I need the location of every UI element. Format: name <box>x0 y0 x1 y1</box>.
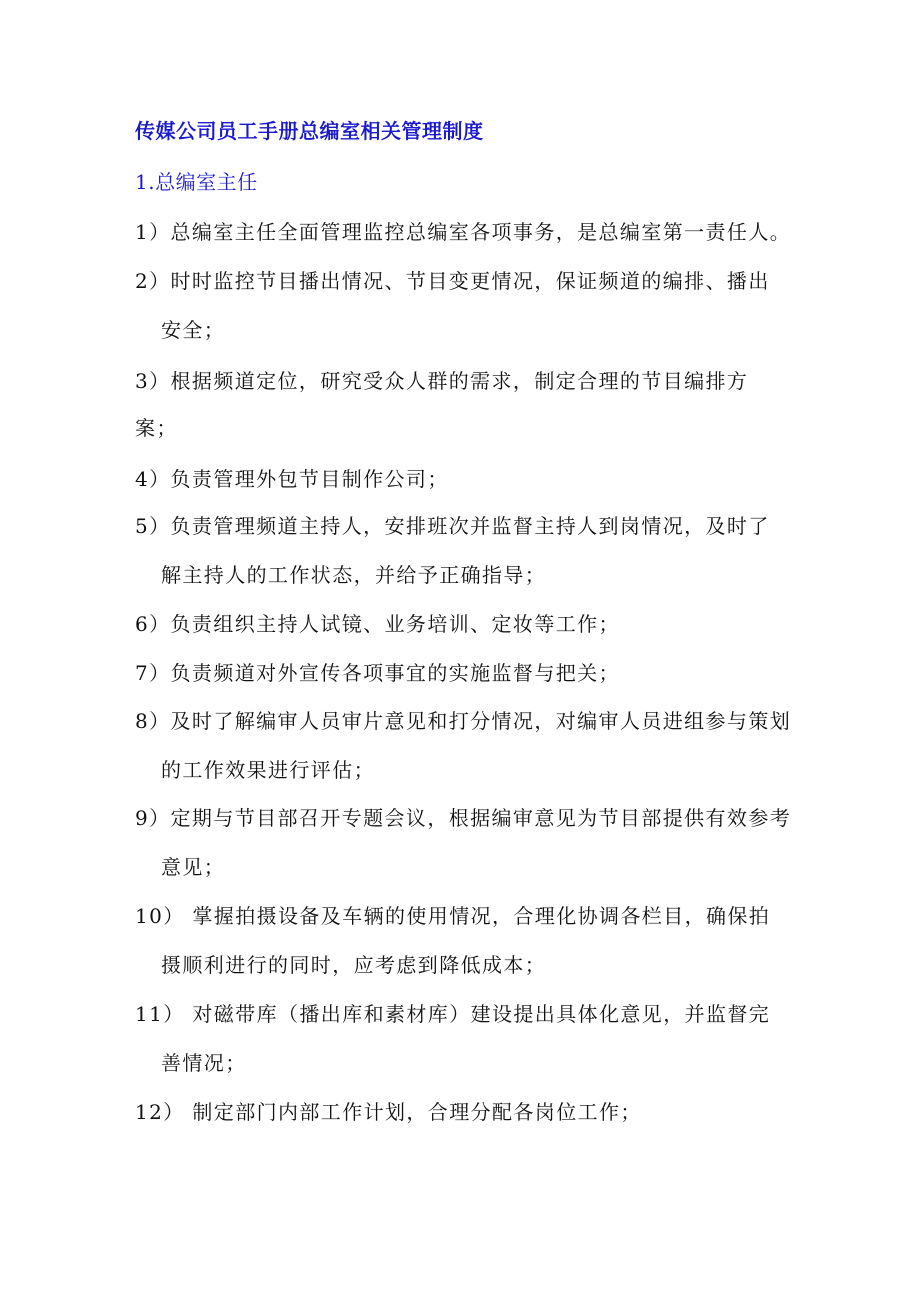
list-item-continuation: 安全； <box>161 318 226 342</box>
document-title: 传媒公司员工手册总编室相关管理制度 <box>135 119 484 143</box>
list-item: 5）负责管理频道主持人，安排班次并监督主持人到岗情况，及时了 <box>135 514 770 538</box>
list-item-continuation: 善情况； <box>161 1051 247 1075</box>
list-item-continuation: 摄顺利进行的同时，应考虑到降低成本； <box>161 953 547 977</box>
list-item: 12） 制定部门内部工作计划，合理分配各岗位工作； <box>135 1100 642 1124</box>
list-item-continuation: 案； <box>135 416 178 440</box>
list-item: 8）及时了解编审人员审片意见和打分情况，对编审人员进组参与策划 <box>135 709 792 733</box>
list-item: 10） 掌握拍摄设备及车辆的使用情况，合理化协调各栏目，确保拍 <box>135 904 771 928</box>
list-item-continuation: 意见； <box>161 855 226 879</box>
list-item: 6）负责组织主持人试镜、业务培训、定妆等工作； <box>135 612 620 636</box>
list-item: 4）负责管理外包节目制作公司； <box>135 467 449 491</box>
list-item: 3）根据频道定位，研究受众人群的需求，制定合理的节目编排方 <box>135 369 749 393</box>
list-item: 7）负责频道对外宣传各项事宜的实施监督与把关； <box>135 661 620 685</box>
list-item: 1）总编室主任全面管理监控总编室各项事务，是总编室第一责任人。 <box>135 220 792 244</box>
list-item-continuation: 的工作效果进行评估； <box>161 758 375 782</box>
list-item-continuation: 解主持人的工作状态，并给予正确指导； <box>161 563 547 587</box>
list-item: 2）时时监控节目播出情况、节目变更情况，保证频道的编排、播出 <box>135 269 770 293</box>
section-heading: 1.总编室主任 <box>135 170 258 194</box>
list-item: 11） 对磁带库（播出库和素材库）建设提出具体化意见，并监督完 <box>135 1002 771 1026</box>
list-item: 9）定期与节目部召开专题会议，根据编审意见为节目部提供有效参考 <box>135 806 792 830</box>
